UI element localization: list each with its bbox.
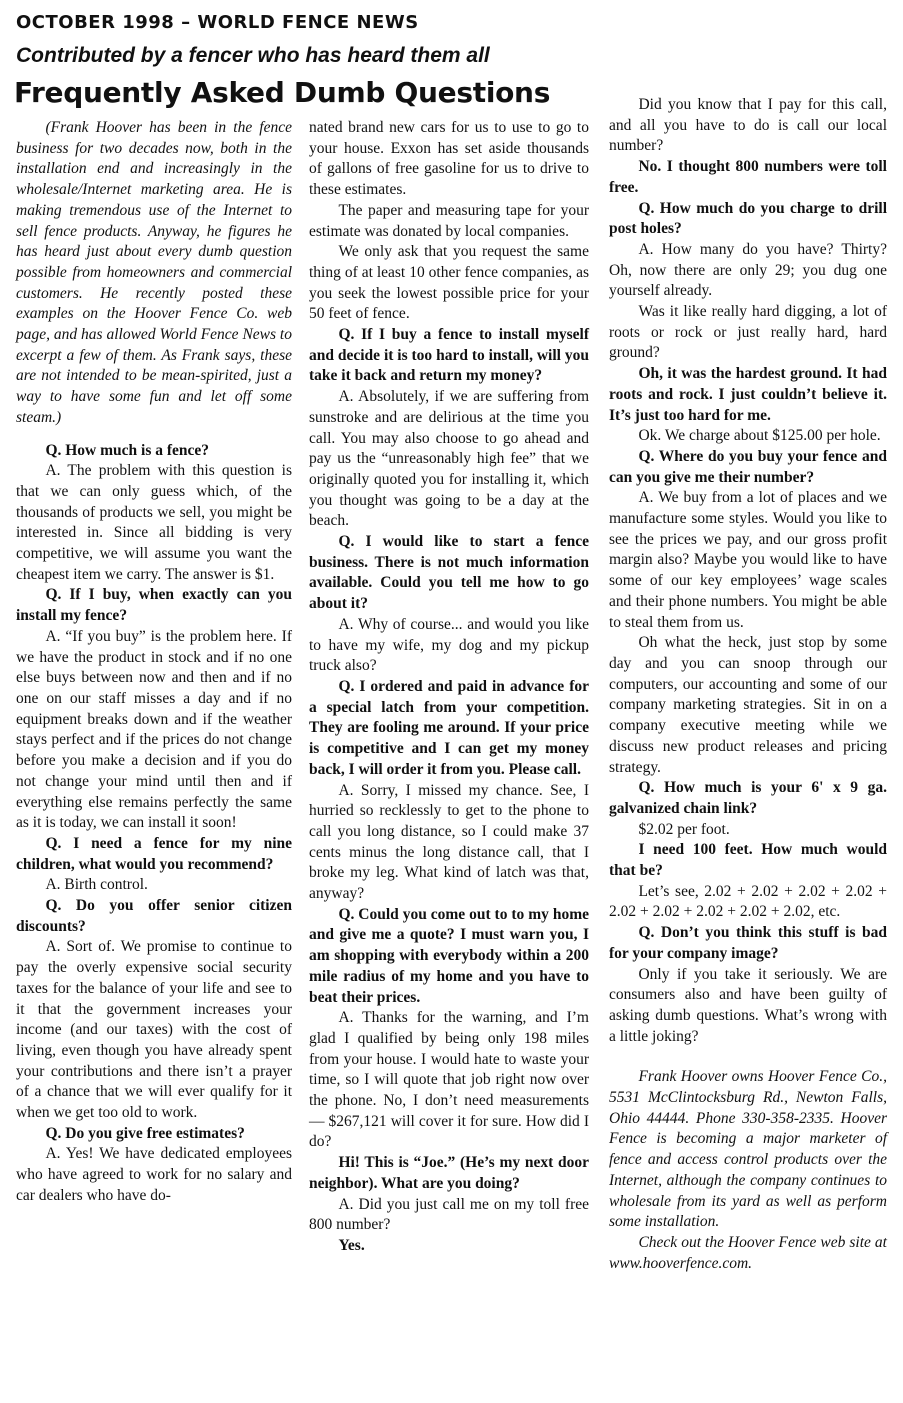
column-2 xyxy=(309,118,589,1257)
body-paragraph: A. “If you buy” is the problem here. If we have the product in stock and if no one else buys between now and then and if no one on our staff misses a day and if no equipment breaks down and if the weather stays perfect and if the prices do not change before you make a decision and if you do not change your mind until then and if everything else remains perfectly the same as it is today, we can install it soon! xyxy=(16,627,292,832)
body-paragraph: A. Yes! We have dedicated employees who have agreed to work for no salary and car dealers who have do- xyxy=(16,1145,292,1204)
column-1 xyxy=(16,118,292,1207)
question-paragraph: Q. Don’t you think this stuff is bad for your company image? xyxy=(609,924,887,962)
body-paragraph: Only if you take it seriously. We are consumers also and have been guilty of asking dumb questions. What’s wrong with a little joking? xyxy=(609,965,887,1045)
column-3 xyxy=(609,95,887,1274)
body-paragraph: Check out the Hoover Fence web site at www.hooverfence.com. xyxy=(609,1233,887,1272)
headline: Frequently Asked Dumb Questions xyxy=(14,76,551,109)
body-paragraph: A. Did you just call me on my toll free 800 number? xyxy=(309,1195,589,1234)
body-paragraph: A. We buy from a lot of places and we manufacture some styles. Would you like to see the prices we pay, and our gross profit margin also? Maybe you would like to have some of our key employees’ wage scales and their phone numbers. You might be able to steal them from us. xyxy=(609,489,887,631)
question-paragraph: Q. If I buy a fence to install myself and decide it is too hard to install, will you take it back and return my money? xyxy=(309,326,589,385)
question-paragraph: I need 100 feet. How much would that be? xyxy=(609,841,887,880)
body-paragraph: The paper and measuring tape for your estimate was donated by local companies. xyxy=(309,201,589,240)
question-paragraph: Q. How much is your 6' x 9 ga. galvanized chain link? xyxy=(609,779,887,817)
question-paragraph: Q. I need a fence for my nine children, what would you recommend? xyxy=(16,834,292,873)
body-paragraph: A. Sorry, I missed my chance. See, I hurried so recklessly to get to the phone to call you long distance, so I could make 37 cents minus the long distance call, that I broke my leg. What kind of latch was that, anyway? xyxy=(309,781,589,903)
question-paragraph: Q. Do you offer senior citizen discounts? xyxy=(16,897,292,935)
question-paragraph: No. I thought 800 numbers were toll free. xyxy=(609,158,887,196)
question-paragraph: Q. Where do you buy your fence and can you give me their number? xyxy=(609,447,887,486)
body-paragraph: nated brand new cars for us to use to go to your house. Exxon has set aside thousands of gallons of free gasoline for us to drive to these estimates. xyxy=(309,119,589,199)
body-paragraph: A. Why of course... and would you like to have my wife, my dog and my pickup truck also? xyxy=(309,615,589,675)
body-paragraph: $2.02 per foot. xyxy=(638,820,730,838)
body-paragraph: A. Birth control. xyxy=(45,876,148,894)
question-paragraph: Yes. xyxy=(338,1236,365,1254)
question-paragraph: Q. Do you give free estimates? xyxy=(45,1124,245,1142)
body-paragraph: Frank Hoover owns Hoover Fence Co., 5531 McClintocksburg Rd., Newton Falls, Ohio 44444. Phone 330-358-2335. Hoover Fence is becoming a major marketer of fence and access control products over the Internet, although the company continues to wholesale from its yard as well as perform some installation. xyxy=(609,1068,887,1231)
question-paragraph: Hi! This is “Joe.” (He’s my next door neighbor). What are you doing? xyxy=(309,1154,589,1192)
question-paragraph: Q. How much do you charge to drill post holes? xyxy=(609,199,887,238)
question-paragraph: Q. If I buy, when exactly can you install my fence? xyxy=(16,586,292,625)
body-paragraph: Ok. We charge about $125.00 per hole. xyxy=(638,427,881,445)
question-paragraph: Q. I ordered and paid in advance for a special latch from your competition. They are fooling me around. If your price is competitive and I can get my money back, I will order it from you. Please call. xyxy=(309,677,589,778)
body-paragraph: Let’s see, 2.02 + 2.02 + 2.02 + 2.02 + 2.02 + 2.02 + 2.02 + 2.02 + 2.02, etc. xyxy=(609,882,887,921)
question-paragraph: Q. How much is a fence? xyxy=(45,441,210,459)
contributor-line: Contributed by a fencer who has heard them all xyxy=(16,44,490,67)
body-paragraph: We only ask that you request the same thing of at least 10 other fence companies, as you seek the lowest possible price for your 50 feet of fence. xyxy=(309,243,589,323)
body-paragraph: A. Thanks for the warning, and I’m glad I qualified by being only 198 miles from your house. I would hate to waste your time, so I will quote that job right now over the phone. No, I don’t need measurements — $267,121 will cover it for sure. How did I do? xyxy=(309,1009,589,1151)
body-paragraph: Oh what the heck, just stop by some day and you can snoop through our computers, our accounting and some of our company marketing strategies. Sit in on a company executive meeting while we discuss new product releases and pricing strategy. xyxy=(609,634,887,776)
body-paragraph: Was it like really hard digging, a lot of roots or rock or just really hard, hard ground? xyxy=(609,303,887,362)
body-paragraph: (Frank Hoover has been in the fence business for two decades now, both in the installation end and increasingly in the wholesale/Internet marketing area. He is making tremendous use of the Internet to sell fence products. Anyway, he figures he has heard just about every dumb question possible from homeowners and commercial customers. He recently posted these examples on the Hoover Fence Co. web page, and has allowed World Fence News to excerpt a few of them. As Frank says, these are not intended to be mean-spirited, just a way to have some fun and let off some steam.) xyxy=(16,119,292,426)
question-paragraph: Oh, it was the hardest ground. It had roots and rock. I just couldn’t believe it. It’s just too hard for me. xyxy=(609,365,887,424)
masthead: OCTOBER 1998 – WORLD FENCE NEWS xyxy=(16,12,419,33)
body-paragraph: A. Sort of. We promise to continue to pay the overly expensive social security taxes for the balance of your life and see to it that the government increases your income (and our taxes) with the cost of living, even though you have already spent your contributions and there isn’t a prayer of a chance that we will ever qualify for it when we get too old to work. xyxy=(16,938,292,1122)
body-paragraph: A. The problem with this question is that we can only guess which, of the thousands of products we sell, you might be interested in. Since all bidding is very competitive, we will assume you want the cheapest item we carry. The answer is $1. xyxy=(16,462,292,583)
question-paragraph: Q. I would like to start a fence business. There is not much information available. Could you tell me how to go about it? xyxy=(309,533,589,613)
body-paragraph: Did you know that I pay for this call, and all you have to do is call our local number? xyxy=(609,96,887,155)
body-paragraph: A. Absolutely, if we are suffering from sunstroke and are delirious at the time you call. You may also choose to go ahead and pay us the “unreasonably high fee” that we originally quoted you for installing it, which you thought was going to be a day at the beach. xyxy=(309,388,589,530)
question-paragraph: Q. Could you come out to to my home and give me a quote? I must warn you, I am shopping with everybody within a 200 mile radius of my home and you have to beat their prices. xyxy=(309,905,589,1006)
body-paragraph: A. How many do you have? Thirty? Oh, now there are only 29; you dug one yourself already. xyxy=(609,240,887,300)
